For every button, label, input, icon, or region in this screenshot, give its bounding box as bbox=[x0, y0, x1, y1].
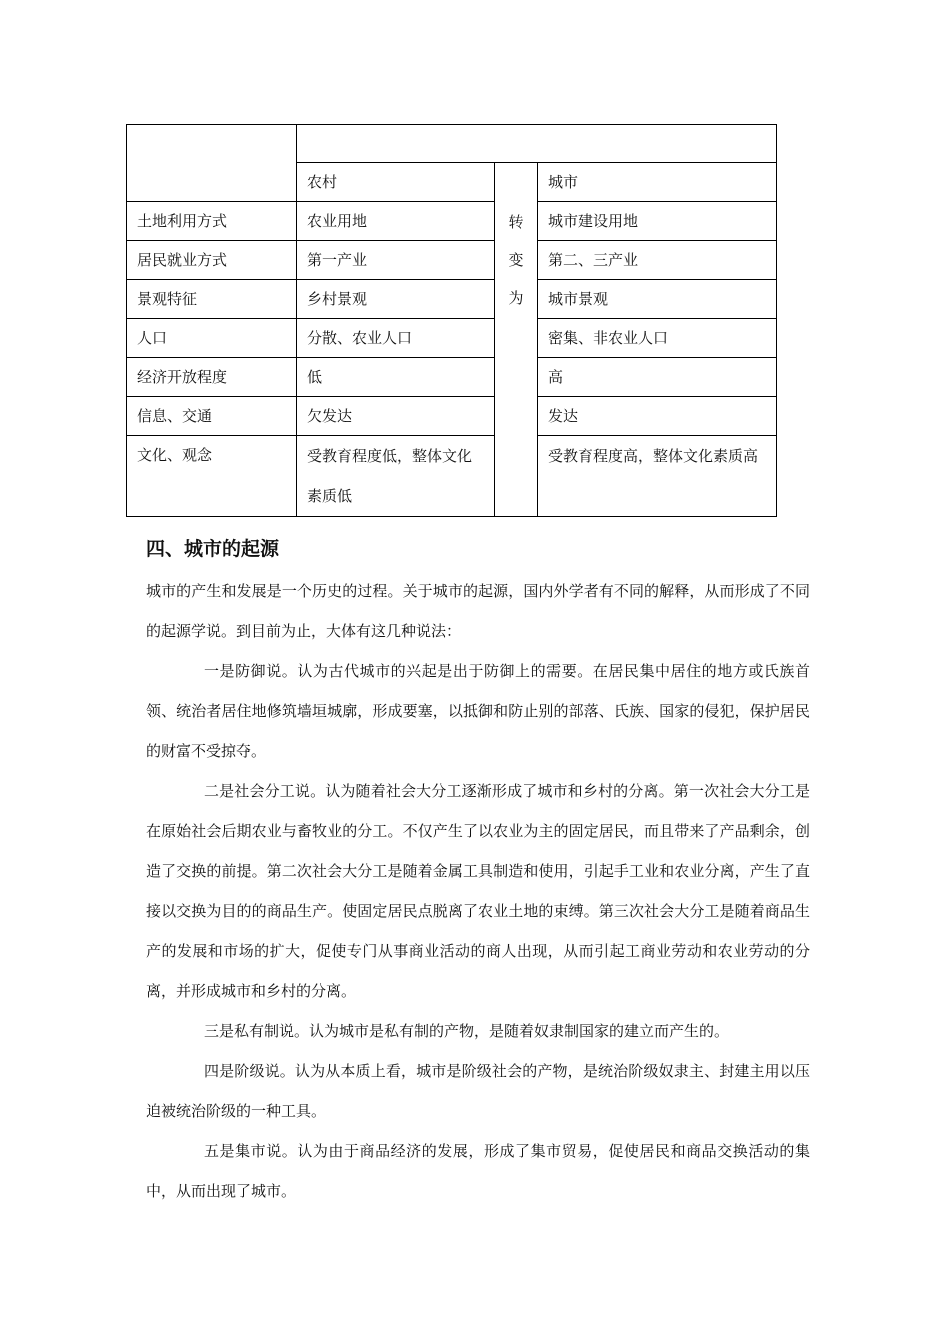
header-rural: 农村 bbox=[297, 163, 495, 202]
table-row bbox=[127, 319, 777, 358]
row-label: 人口 bbox=[127, 319, 297, 358]
row-label: 居民就业方式 bbox=[127, 241, 297, 280]
urban-value: 城市景观 bbox=[538, 280, 777, 319]
rural-value: 低 bbox=[297, 358, 495, 397]
table-title-cell bbox=[297, 125, 777, 163]
table-row bbox=[127, 202, 777, 241]
rural-urban-comparison-table bbox=[126, 124, 777, 517]
convert-char: 为 bbox=[508, 289, 524, 307]
rural-value: 农业用地 bbox=[297, 202, 495, 241]
urban-value: 受教育程度高，整体文化素质高 bbox=[538, 436, 777, 517]
rural-value: 分散、农业人口 bbox=[297, 319, 495, 358]
paragraph: 五是集市说。认为由于商品经济的发展，形成了集市贸易，促使居民和商品交换活动的集中，从而出现了城市。 bbox=[146, 1142, 810, 1200]
urban-value: 第二、三产业 bbox=[538, 241, 777, 280]
table-row bbox=[127, 241, 777, 280]
convert-char: 转 bbox=[508, 213, 524, 231]
paragraph: 二是社会分工说。认为随着社会大分工逐渐形成了城市和乡村的分离。第一次社会大分工是在原始社会后期农业与畜牧业的分工。不仅产生了以农业为主的固定居民，而且带来了产品剩余，创造了交换的前提。第二次社会大分工是随着金属工具制造和使用，引起手工业和农业分离，产生了直接以交换为目的的商品生产。使固定居民点脱离了农业土地的束缚。第三次社会大分工是随着商品生产的发展和市场的扩大，促使专门从事商业活动的商人出现，从而引起工商业劳动和农业劳动的分离，并形成城市和乡村的分离。 bbox=[146, 782, 810, 1000]
row-label: 经济开放程度 bbox=[127, 358, 297, 397]
urban-value: 密集、非农业人口 bbox=[538, 319, 777, 358]
table-row bbox=[127, 436, 777, 517]
row-label: 土地利用方式 bbox=[127, 202, 297, 241]
rural-value: 欠发达 bbox=[297, 397, 495, 436]
urban-value: 高 bbox=[538, 358, 777, 397]
section-body bbox=[146, 571, 810, 1211]
table-row bbox=[127, 280, 777, 319]
convert-char: 变 bbox=[508, 251, 524, 269]
row-label: 信息、交通 bbox=[127, 397, 297, 436]
paragraph: 一是防御说。认为古代城市的兴起是出于防御上的需要。在居民集中居住的地方或氏族首领、统治者居住地修筑墙垣城廓，形成要塞，以抵御和防止别的部落、氏族、国家的侵犯，保护居民的财富不受掠夺。 bbox=[146, 662, 810, 760]
urban-value: 城市建设用地 bbox=[538, 202, 777, 241]
paragraph: 三是私有制说。认为城市是私有制的产物，是随着奴隶制国家的建立而产生的。 bbox=[204, 1022, 730, 1040]
row-label: 景观特征 bbox=[127, 280, 297, 319]
section-title: 四、城市的起源 bbox=[146, 538, 280, 560]
rural-value: 受教育程度低，整体文化素质低 bbox=[297, 436, 495, 517]
rural-value: 第一产业 bbox=[297, 241, 495, 280]
table-corner-cell bbox=[127, 125, 297, 202]
paragraph: 城市的产生和发展是一个历史的过程。关于城市的起源，国内外学者有不同的解释，从而形成了不同的起源学说。到目前为止，大体有这几种说法： bbox=[146, 582, 810, 640]
table-row bbox=[127, 397, 777, 436]
paragraph: 四是阶级说。认为从本质上看，城市是阶级社会的产物，是统治阶级奴隶主、封建主用以压迫被统治阶级的一种工具。 bbox=[146, 1062, 810, 1120]
urban-value: 发达 bbox=[538, 397, 777, 436]
table-title-row bbox=[127, 125, 777, 163]
header-urban: 城市 bbox=[538, 163, 777, 202]
convert-cell bbox=[495, 163, 538, 517]
row-label: 文化、观念 bbox=[127, 436, 297, 517]
table-row bbox=[127, 358, 777, 397]
rural-value: 乡村景观 bbox=[297, 280, 495, 319]
